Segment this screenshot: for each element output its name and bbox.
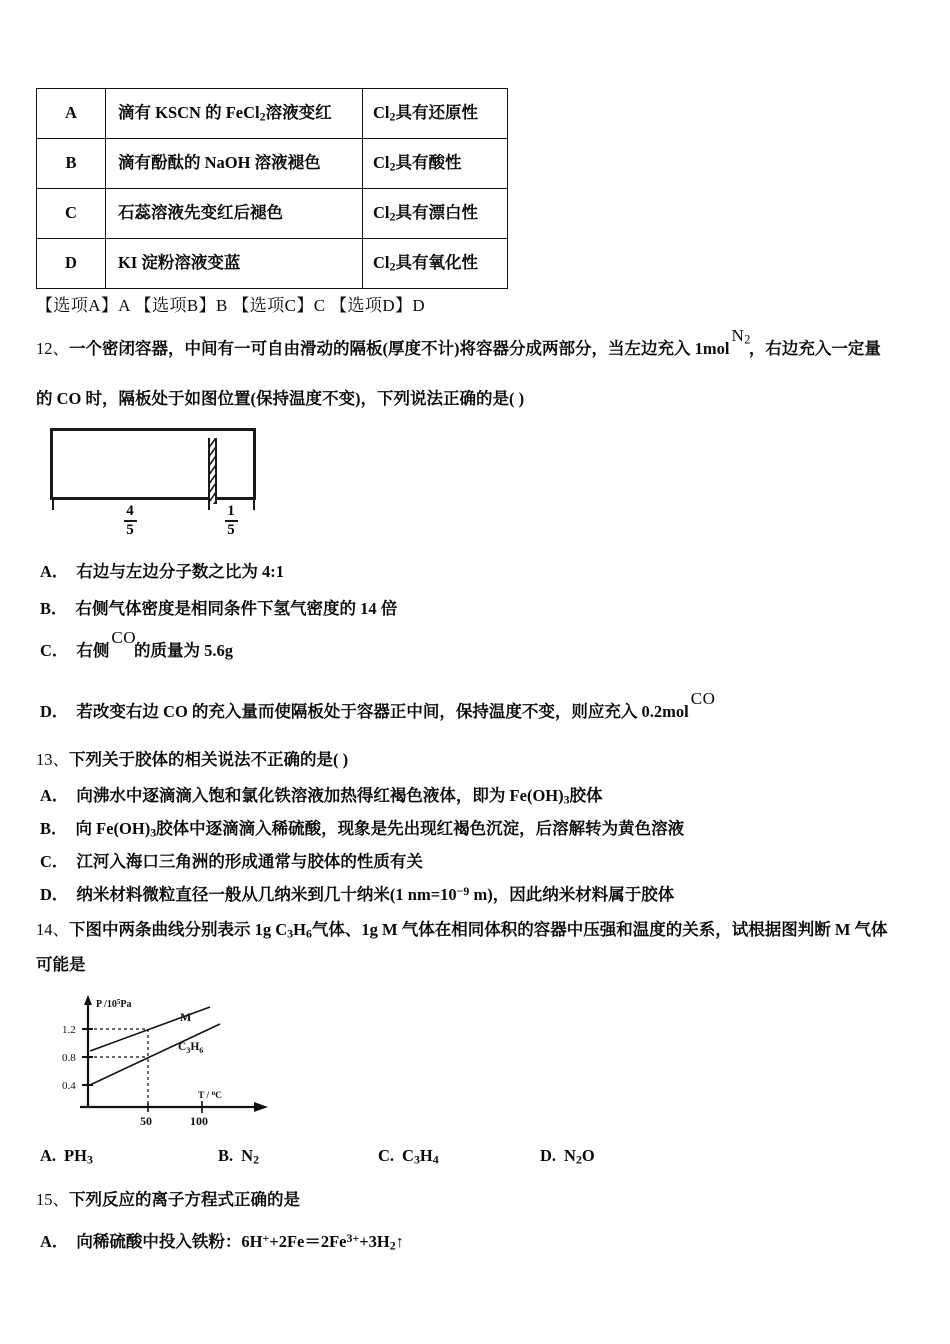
q13-option-d-exponent: −9	[456, 884, 470, 899]
fig-tick-left	[52, 500, 54, 510]
q15-option-a-equation	[241, 1232, 404, 1251]
question-14-stem-text-c: 气体、1g M 气体在相同体积的容器中压强和温度的关系，试根据图判断 M 气体	[311, 920, 888, 939]
y-axis-label: P $/10^5Pa$	[96, 998, 132, 1010]
row-phenomenon	[106, 139, 363, 189]
q13-option-c	[40, 848, 423, 872]
q14-option-c-subscript-1: 3	[413, 1152, 420, 1167]
row-conclusion	[363, 239, 508, 289]
q13-option-a-letter: A．	[40, 786, 69, 805]
conclusion-text: Cl	[373, 253, 390, 273]
n2-subscript: 2	[744, 332, 751, 347]
q15-option-a	[40, 1228, 404, 1254]
q14-option-a-formula: PH	[64, 1146, 87, 1165]
q14-option-a-letter: A.	[40, 1146, 57, 1165]
q14-option-d-letter: D.	[540, 1146, 557, 1165]
question-13-stem-text: 下列关于胶体的相关说法不正确的是( )	[69, 750, 349, 769]
q12-option-c-letter: C．	[40, 641, 69, 660]
question-15-stem-text: 下列反应的离子方程式正确的是	[69, 1190, 300, 1209]
eq-part-b: +2Fe＝2Fe	[269, 1232, 347, 1251]
phenomenon-text: KI 淀粉溶液变蓝	[118, 253, 241, 273]
question-15-number: 15、	[36, 1190, 69, 1209]
q13-option-c-text: 江河入海口三角洲的形成通常与胶体的性质有关	[76, 852, 423, 871]
question-12-n2-formula	[731, 326, 750, 345]
row-label: B	[37, 139, 106, 189]
y-tick-label-0-4: 0.4	[62, 1080, 76, 1092]
q13-option-a-text-b: 胶体	[569, 786, 603, 805]
q13-option-b-text-b: 胶体中逐滴滴入稀硫酸，现象是先出现红褐色沉淀，后溶解转为黄色溶液	[156, 819, 685, 838]
eq-part-d: ↑	[395, 1232, 404, 1251]
q13-option-b-text-a: 向 Fe(OH)	[75, 819, 151, 838]
question-14-sub-1: 3	[287, 926, 294, 941]
q13-option-d	[40, 881, 674, 905]
q13-option-b-letter: B．	[40, 819, 68, 838]
q15-option-a-text: 向稀硫酸中投入铁粉：	[76, 1232, 242, 1251]
n2-element: N	[731, 326, 745, 345]
q13-option-b	[40, 815, 684, 841]
q12-option-d-letter: D．	[40, 702, 69, 721]
q12-option-b	[40, 595, 397, 619]
q14-option-b-letter: B.	[218, 1146, 234, 1165]
q12-option-b-text: 右侧气体密度是相同条件下氢气密度的 14 倍	[75, 599, 398, 618]
q14-option-d-formula-pre: N	[564, 1146, 576, 1165]
right-fraction-denominator: 5	[227, 522, 235, 539]
phenomenon-subscript: 2	[259, 109, 266, 124]
row-phenomenon	[106, 239, 363, 289]
question-14-number: 14、	[36, 920, 69, 939]
q14-option-d	[540, 1146, 595, 1168]
q13-option-d-letter: D．	[40, 885, 69, 904]
conclusion-text-tail: 具有还原性	[395, 103, 478, 123]
q13-option-a-subscript: 3	[563, 792, 570, 807]
q14-option-b-formula: N	[241, 1146, 254, 1165]
fig-tick-mid	[208, 500, 210, 510]
table-row	[37, 139, 508, 189]
row-conclusion	[363, 189, 508, 239]
chart-svg	[60, 995, 300, 1135]
q14-option-d-formula-post: O	[581, 1146, 595, 1165]
question-12-stem-text-b: ，右边充入一定量	[748, 339, 881, 358]
conclusion-text: Cl	[373, 203, 390, 223]
phenomenon-text: 石蕊溶液先变红后褪色	[118, 203, 283, 223]
question-12-stem-line-1	[36, 326, 881, 362]
q14-option-d-subscript: 2	[575, 1152, 582, 1167]
x-axis-label: T / $^o$C	[198, 1089, 222, 1101]
phenomenon-text: 滴有 KSCN 的 FeCl	[118, 103, 260, 123]
q14-option-c-formula-pre: C	[402, 1146, 414, 1165]
x-axis-arrow	[254, 1102, 268, 1112]
q14-option-a	[40, 1146, 93, 1168]
row-conclusion	[363, 139, 508, 189]
series-label-c3h6: $C_3H_6$	[178, 1041, 204, 1055]
series-label-m: M	[180, 1010, 192, 1024]
q12-option-a-text: 右边与左边分子数之比为 4:1	[76, 562, 285, 581]
row-label: C	[37, 189, 106, 239]
q12-option-a-letter: A．	[40, 562, 69, 581]
conclusion-subscript: 2	[389, 159, 396, 174]
x-tick-label-100: 100	[190, 1114, 208, 1128]
q14-pressure-temperature-chart	[60, 995, 300, 1135]
left-fraction-numerator: 4	[126, 503, 134, 519]
experiment-conclusion-table	[36, 88, 508, 289]
table-row	[37, 239, 508, 289]
q13-option-d-text-a: 纳米材料微粒直径一般从几纳米到几十纳米(1 nm=10	[76, 885, 457, 904]
q12-option-c-text-post: 的质量为 5.6g	[134, 641, 234, 660]
q12-option-b-letter: B．	[40, 599, 68, 618]
x-tick-label-50: 50	[140, 1114, 152, 1128]
q12-option-d-text-pre: 若改变右边 CO 的充入量而使隔板处于容器正中间，保持温度不变，则应充入 0.2mol	[76, 702, 689, 721]
eq-sub-c: 2	[389, 1238, 396, 1253]
q14-option-b-subscript: 2	[253, 1152, 259, 1167]
q12-option-c-co-formula: CO	[111, 628, 137, 647]
question-14-stem-line-1	[36, 918, 888, 943]
row-conclusion	[363, 89, 508, 139]
row-phenomenon	[106, 89, 363, 139]
sliding-partition	[208, 438, 217, 504]
question-13-number: 13、	[36, 750, 69, 769]
q13-option-d-text-b: m)，因此纳米材料属于胶体	[469, 885, 675, 904]
question-12-stem-text-a: 一个密闭容器，中间有一可自由滑动的隔板(厚度不计)将容器分成两部分，当左边充入 1mol	[69, 339, 730, 358]
q12-option-d-co-formula: CO	[690, 689, 716, 708]
y-tick-label-1-2: 1.2	[62, 1024, 76, 1036]
right-fraction-numerator: 1	[227, 503, 235, 519]
y-tick-label-0-8: 0.8	[62, 1052, 76, 1064]
conclusion-text-tail: 具有漂白性	[395, 203, 478, 223]
conclusion-text: Cl	[373, 153, 390, 173]
table-row	[37, 89, 508, 139]
q14-option-c	[378, 1146, 439, 1168]
eq-part-c: +3H	[359, 1232, 390, 1251]
fig-tick-right	[253, 500, 255, 510]
question-12-stem-line-2: 的 CO 时，隔板处于如图位置(保持温度不变)，下列说法正确的是( )	[36, 389, 525, 408]
conclusion-text: Cl	[373, 103, 390, 123]
q14-option-b	[218, 1146, 259, 1168]
question-12-number: 12、	[36, 339, 69, 358]
q14-option-a-subscript: 3	[86, 1152, 93, 1167]
conclusion-subscript: 2	[389, 109, 396, 124]
row-phenomenon	[106, 189, 363, 239]
q14-option-c-subscript-2: 4	[432, 1152, 439, 1167]
question-14-stem-text-a: 下图中两条曲线分别表示 1g C	[69, 920, 288, 939]
question-14-stem-line-2: 可能是	[36, 955, 86, 974]
q12-option-c	[40, 628, 234, 661]
answer-key-line: 【选项A】A 【选项B】B 【选项C】C 【选项D】D	[36, 296, 426, 315]
question-14-stem-text-b: H	[293, 920, 306, 939]
q13-option-b-subscript: 3	[150, 825, 157, 840]
q14-option-c-letter: C.	[378, 1146, 395, 1165]
phenomenon-text-tail: 溶液变红	[265, 103, 332, 123]
left-fraction-label	[116, 504, 144, 539]
conclusion-subscript: 2	[389, 259, 396, 274]
eq-sup-a: +	[262, 1231, 270, 1246]
q15-option-a-letter: A．	[40, 1232, 69, 1251]
conclusion-text-tail: 具有氧化性	[395, 253, 478, 273]
q12-option-d	[40, 689, 716, 722]
eq-part-a: 6H	[241, 1232, 263, 1251]
conclusion-text-tail: 具有酸性	[395, 153, 462, 173]
q12-container-figure	[50, 424, 260, 539]
row-label: D	[37, 239, 106, 289]
eq-sup-b: 3+	[346, 1231, 360, 1246]
container-box	[50, 428, 256, 500]
q13-option-a	[40, 782, 603, 808]
question-14-sub-2: 6	[305, 926, 312, 941]
conclusion-subscript: 2	[389, 209, 396, 224]
q12-option-c-text-pre: 右侧	[76, 641, 110, 660]
y-axis-arrow	[84, 995, 92, 1005]
row-label: A	[37, 89, 106, 139]
table-row	[37, 189, 508, 239]
question-15-stem	[36, 1188, 300, 1213]
q13-option-a-text-a: 向沸水中逐滴滴入饱和氯化铁溶液加热得红褐色液体，即为 Fe(OH)	[76, 786, 564, 805]
phenomenon-text: 滴有酚酞的 NaOH 溶液褪色	[118, 153, 321, 173]
q14-option-c-formula-mid: H	[419, 1146, 433, 1165]
right-fraction-label	[217, 504, 245, 539]
q13-option-c-letter: C．	[40, 852, 69, 871]
question-13-stem	[36, 748, 348, 773]
q12-option-a	[40, 558, 284, 582]
left-fraction-denominator: 5	[126, 522, 134, 539]
